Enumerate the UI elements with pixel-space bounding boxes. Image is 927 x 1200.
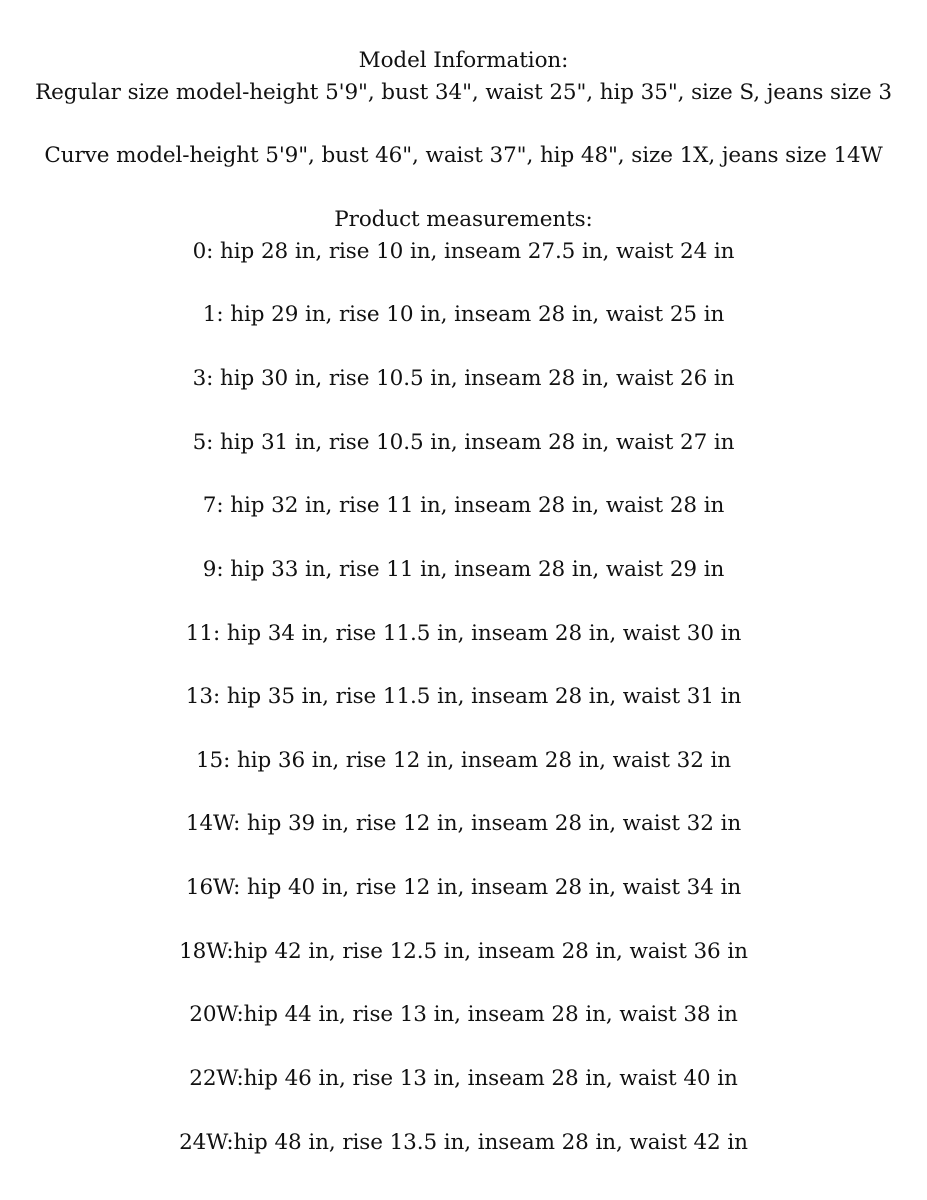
measurement-row: 15: hip 36 in, rise 12 in, inseam 28 in, waist 32 in <box>195 748 732 773</box>
product-measurements-heading: Product measurements: <box>334 207 593 232</box>
model-info-heading: Model Information: <box>358 48 569 73</box>
measurement-row: 5: hip 31 in, rise 10.5 in, inseam 28 in, waist 27 in <box>192 430 735 455</box>
measurement-row: 22W:hip 46 in, rise 13 in, inseam 28 in, waist 40 in <box>189 1066 738 1091</box>
measurement-row: 18W:hip 42 in, rise 12.5 in, inseam 28 in, waist 36 in <box>179 939 748 964</box>
measurement-row: 16W: hip 40 in, rise 12 in, inseam 28 in, waist 34 in <box>185 875 742 900</box>
curve-model-info: Curve model-height 5'9", bust 46", waist 37", hip 48", size 1X, jeans size 14W <box>44 143 883 168</box>
measurement-row: 1: hip 29 in, rise 10 in, inseam 28 in, waist 25 in <box>202 302 725 327</box>
measurement-row: 7: hip 32 in, rise 11 in, inseam 28 in, waist 28 in <box>202 493 725 518</box>
measurement-row: 11: hip 34 in, rise 11.5 in, inseam 28 in, waist 30 in <box>185 621 742 646</box>
measurement-row: 24W:hip 48 in, rise 13.5 in, inseam 28 in, waist 42 in <box>179 1130 748 1155</box>
measurement-row: 20W:hip 44 in, rise 13 in, inseam 28 in, waist 38 in <box>189 1002 738 1027</box>
measurement-row: 9: hip 33 in, rise 11 in, inseam 28 in, waist 29 in <box>202 557 725 582</box>
regular-model-info: Regular size model-height 5'9", bust 34", waist 25", hip 35", size S, jeans size 3 <box>35 80 892 105</box>
measurement-row: 13: hip 35 in, rise 11.5 in, inseam 28 in, waist 31 in <box>185 684 742 709</box>
measurement-row: 0: hip 28 in, rise 10 in, inseam 27.5 in, waist 24 in <box>192 239 735 264</box>
measurement-row: 14W: hip 39 in, rise 12 in, inseam 28 in, waist 32 in <box>185 811 742 836</box>
measurement-row: 3: hip 30 in, rise 10.5 in, inseam 28 in, waist 26 in <box>192 366 735 391</box>
